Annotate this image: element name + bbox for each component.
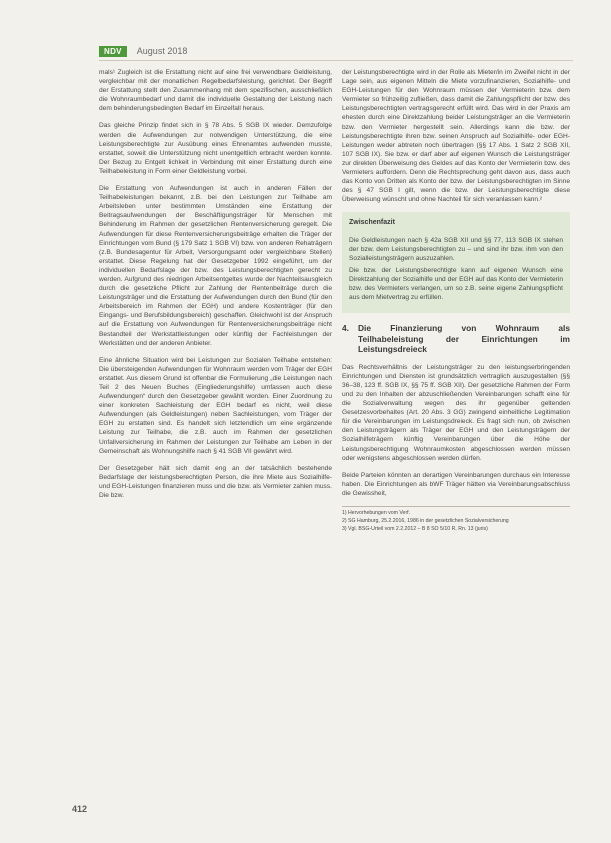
issue-date: August 2018	[136, 46, 188, 56]
journal-badge: NDV	[99, 46, 127, 57]
right-column	[342, 68, 570, 533]
paragraph: Das Rechtsverhältnis der Leistungsträger zu den leistungserbringenden Einrichtungen und Diensten ist grundsätzlich vertraglich auszugestalten (§§ 36–38, 123 ff. SGB IX, §§ 75 ff. SGB XII). Der gesetzliche Rahmen der Form und zu den Inhalten der abzuschließenden Vereinbarungen schafft eine für die Sozialverwaltung wegen des ihr gegenüber geltenden Gesetzesvorbehaltes (Art. 20 Abs. 3 GG) zwingend einheitliche Legitimation für die Vereinbarungen im Leistungsdreieck. Es fragt sich nun, ob zwischen den Leistungsträgern als Träger der EGH und den Leistungsträgern der Sozialhilfeträgern künftig Vereinbarungen über die Höhe der Leistungsberechtigung Wohnraumkosten abgeschlossen werden müssen oder wenigstens abgeschlossen werden dürfen.	[342, 363, 570, 462]
section-title: Die Finanzierung von Wohnraum als Teilhabeleistung der Einrichtungen im Leistungsdreieck	[358, 323, 570, 355]
paragraph: der Leistungsberechtigte wird in der Rolle als Mieter/in im Zweifel nicht in der Lage sein, aus eigenen Mitteln die Miete vorzufinanzieren, Sozialhilfe- und EGH-Leistungen für den Wohnraum müssen der Vermieterin bzw. dem Vermieter so frühzeitig zufließen, dass damit die Zahlungspflicht der bzw. des Leistungsberechtigten vertragsgerecht erfüllt wird. Das wird in der Praxis am ehesten durch eine Direktzahlung beider Leistungsträger an die Vermieterin bzw. den Vermieter hergestellt sein. Allerdings kann die bzw. der Leistungsberechtigte ihren bzw. seinen Anspruch auf Sozialhilfe- oder EGH-Leistungen weder abtreten noch übertragen (§§ 17 Abs. 1 Satz 2 SGB XII, 107 SGB IX). Sie bzw. er darf aber auf eigenen Wunsch die Leistungsträger zur direkten Überweisung des Geldes auf das Konto der Vermieterin bzw. des Vermieters auffordern. Denn die Rechtsprechung geht davon aus, dass auch das Konto von Dritten als Konto der bzw. der Leistungsberechtigten im Sinne des § 47 SGB I gilt, wenn die bzw. der Leistungsberechtigte diese Überweisung wünscht und ohne Nachteil für sich veranlassen kann.²	[342, 69, 570, 204]
page-header	[99, 44, 187, 58]
footnote: 2) SG Hamburg, 25.2.2016, 1986 in der gesetzlichen Sozialversicherung	[342, 517, 509, 524]
page-number: 412	[72, 804, 88, 814]
footnote: 1) Hervorhebungen vom Verf.	[342, 509, 411, 516]
paragraph: mals¹ Zugleich ist die Erstattung nicht auf eine frei verwendbare Geldleistung, vergleichbar mit der monatlichen Regelbedarfsleistung, gerichtet. Der Begriff der Erstattung stellt den Zusammenhang mit dem spezifischen, ausschließlich die Wohnraumbedarf und damit die individuelle Gestaltung der Leistung nach dem behinderungsbedingten Bedarf im Einzelfall heraus.	[99, 69, 332, 113]
box-paragraph: Die Geldleistungen nach § 42a SGB XII und §§ 77, 113 SGB IX stehen der bzw. dem Leistungsberechtigten zu – und sind ihr bzw. ihm von den Sozialleistungsträgern auszuzahlen.	[349, 236, 563, 262]
section-heading	[342, 323, 570, 355]
paragraph: Die Erstattung von Aufwendungen ist auch in anderen Fällen der Teilhabeleistungen bekannt, z.B. bei den Leistungen zur Teilhabe am Arbeitsleben unter bestimmten Umständen eine Erstattung der Beitragsaufwendungen der Beschäftigungsträger für Menschen mit Behinderung im Rahmen der gesetzlichen Rentenversicherung geregelt. Die Aufwendungen für diese Rentenversicherungsbeiträge erhalten die Träger der Einrichtungen vom Bund (§ 179 Satz 1 SGB VI) bzw. von anderen Rehaträgern (z.B. Bundesagentur für Arbeit, Versorgungsamt oder vergleichbare Stellen) erstattet. Diese Regelung hat der Gesetzgeber 1992 eingeführt, um der individuellen Bedarfslage der bzw. des Leistungsberechtigten gerecht zu werden. Aufgrund des niedrigen Arbeitsentgeltes wurde der Nachteilsausgleich durch die gesetzliche Pflicht zur Zahlung der Rentenbeiträge durch die Leistungsträger und die Erstattung der Aufwendungen durch den Bund (für den Arbeitsbereich im Rahmen der EGH) und andere Kostenträger (für den Eingangs- und Berufsbildungsbereich) geschaffen. Gleichwohl ist der Anspruch auf die Erstattung von Aufwendungen für Rentenversicherungsbeiträge nicht Bestandteil der Werkstattleistungen oder künftig der Fachleistungen der Werkstätten und der anderen Anbieter.	[99, 185, 332, 347]
box-title: Zwischenfazit	[349, 219, 395, 227]
section-number: 4.	[342, 323, 349, 334]
footnotes	[342, 506, 570, 532]
footnote: 3) Vgl. BSG-Urteil vom 2.2.2012 – B 8 SO 5/10 R, Rn. 13 (juris)	[342, 525, 488, 532]
box-paragraph: Die bzw. der Leistungsberechtigte kann auf eigenen Wunsch eine Direktzahlung der Sozialhilfe und der EGH auf das Konto der Vermieterin bzw. des Vermieters verlangen, um so z.B. seine eigene Zahlungspflicht aus dem Mietvertrag zu erfüllen.	[349, 266, 563, 302]
interim-conclusion-box	[342, 212, 570, 313]
paragraph: Beide Parteien könnten an derartigen Vereinbarungen durchaus ein Interesse haben. Die Einrichtungen als bWF Träger hätten via Vereinbarungsabschluss die Gewissheit,	[342, 471, 570, 497]
header-divider	[99, 60, 573, 61]
paragraph: Der Gesetzgeber hält sich damit eng an der tatsächlich bestehende Bedarfslage der leistungsberechtigten Person, die ihre Miete aus Sozialhilfe- und EGH-Leistungen finanzieren muss und die bzw. als Vermieter zahlen muss. Die bzw.	[99, 464, 332, 500]
paragraph: Eine ähnliche Situation wird bei Leistungen zur Sozialen Teilhabe entstehen: Die übersteigenden Aufwendungen für Wohnraum werden vom Träger der EGH erstattet. Aus diesem Grund ist offenbar die Formulierung „die Leistungen nach Teil 2 des Neuen Buches (Eingliederungshilfe) umfassen auch diese Aufwendungen“ durch den Gesetzgeber gewählt worden. Einer Zuordnung zu einer konkreten Sachleistung der EGH bedarf es nicht, weil diese Aufwendungen (als Geldleistungen) neben Sachleistungen, vom Träger der EGH zu erstatten sind. Es handelt sich letztendlich um eine ergänzende Leistung zur Teilhabe, die z.B. auch im Rahmen der gesetzlichen Unfallversicherung im Rahmen der Leistungen zur Teilhabe am Leben in der Gemeinschaft als Wohnungshilfe nach § 41 SGB VII gewährt wird.	[99, 356, 332, 455]
left-column	[99, 68, 332, 508]
paragraph: Das gleiche Prinzip findet sich in § 78 Abs. 5 SGB IX wieder. Demzufolge werden die Aufwendungen zur notwendigen Unterstützung, die eine Leistungsberechtigte zur Ausübung eines Ehrenamtes aufwenden musste, erstattet, soweit die Unterstützung nicht unentgeltlich erbracht werden konnte. Der Bezug zu Entgelt lichkeit in Verbindung mit einer Erstattung durch eine Teilhabeleistung in Form einer Geldleistung vorbei.	[99, 122, 332, 175]
